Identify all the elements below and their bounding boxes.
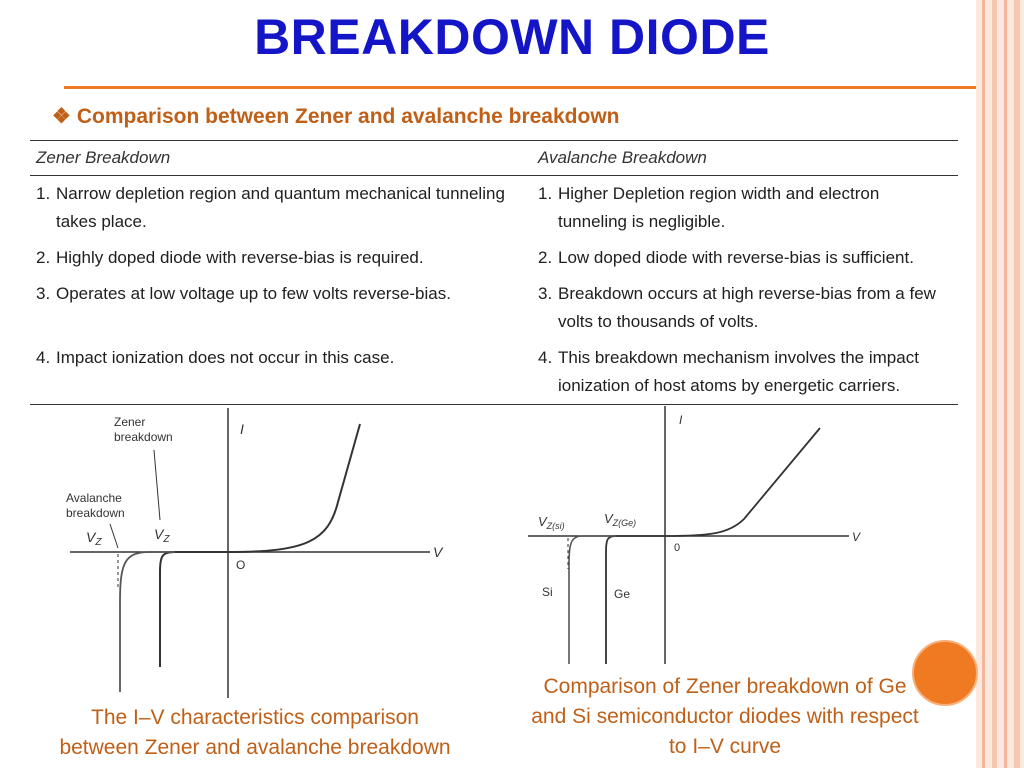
item-text: Narrow depletion region and quantum mechanical tunneling takes place.: [56, 184, 505, 231]
table-cell: [532, 340, 958, 405]
subtitle-text: Comparison between Zener and avalanche breakdown: [76, 105, 620, 128]
item-number: 3.: [36, 284, 51, 303]
header-avalanche: Avalanche Breakdown: [532, 141, 958, 176]
label-origin: 0: [674, 542, 681, 554]
label-vz-avalanche: $V_Z$: [86, 529, 102, 548]
label-zener: Zener: [114, 415, 146, 429]
table-row: [30, 340, 958, 405]
label-i: I: [679, 413, 683, 427]
zener-curve: [160, 552, 228, 667]
forward-curve: [665, 428, 820, 536]
caption-left-line: between Zener and avalanche breakdown: [59, 736, 451, 759]
slide-title: BREAKDOWN DIODE: [254, 9, 770, 65]
item-text: Impact ionization does not occur in this case.: [56, 348, 395, 367]
caption-right: [470, 672, 980, 762]
comparison-table: [30, 140, 958, 405]
label-vz-zener: $V_Z$: [154, 526, 170, 545]
item-number: 4.: [36, 348, 51, 367]
diamond-bullet-icon: ❖: [52, 105, 71, 128]
label-vz-si: $V_{Z(si)}$: [538, 514, 565, 531]
label-v: V: [852, 530, 861, 544]
item-number: 2.: [538, 248, 553, 267]
item-text: Breakdown occurs at high reverse-bias from a few volts to thousands of volts.: [558, 284, 936, 331]
table-cell: [30, 340, 532, 405]
item-text: This breakdown mechanism involves the impact ionization of host atoms by energetic carriers.: [558, 348, 919, 395]
forward-curve: [228, 424, 360, 552]
table-cell: [30, 176, 532, 241]
zener-avalanche-iv-figure: [50, 402, 470, 702]
si-curve: [569, 536, 616, 664]
label-zener-2: breakdown: [114, 430, 173, 444]
title-underline: [64, 86, 976, 89]
ge-si-iv-figure: [524, 404, 874, 669]
caption-right-line: to I–V curve: [668, 735, 782, 758]
table-row: [30, 176, 958, 241]
item-number: 1.: [36, 184, 51, 203]
avalanche-pointer-line: [110, 524, 118, 548]
label-v: V: [433, 544, 443, 560]
label-avalanche-2: breakdown: [66, 506, 125, 520]
label-origin: O: [236, 558, 246, 572]
item-number: 3.: [538, 284, 553, 303]
table-cell: [532, 176, 958, 241]
table-header-row: [30, 141, 958, 176]
label-i: I: [240, 421, 244, 437]
item-text: Highly doped diode with reverse-bias is required.: [56, 248, 424, 267]
label-vz-ge: $V_{Z(Ge)}$: [604, 511, 637, 528]
caption-right-line: Comparison of Zener breakdown of Ge: [543, 675, 907, 698]
avalanche-curve: [120, 552, 175, 692]
table-cell: [30, 276, 532, 340]
slide-subtitle: [52, 104, 619, 129]
label-si: Si: [542, 585, 553, 599]
item-text: Low doped diode with reverse-bias is sufficient.: [558, 248, 914, 267]
label-avalanche: Avalanche: [66, 491, 122, 505]
decorative-side-stripes: [976, 0, 1024, 768]
item-number: 4.: [538, 348, 553, 367]
header-zener: Zener Breakdown: [30, 141, 532, 176]
table-cell: [30, 240, 532, 276]
caption-left: [0, 703, 510, 763]
label-ge: Ge: [614, 587, 631, 601]
caption-left-line: The I–V characteristics comparison: [91, 706, 419, 729]
zener-pointer-line: [154, 450, 160, 520]
table-row: [30, 276, 958, 340]
item-text: Higher Depletion region width and electron tunneling is negligible.: [558, 184, 880, 231]
table-cell: [532, 240, 958, 276]
caption-right-line: and Si semiconductor diodes with respect: [531, 705, 919, 728]
table-row: [30, 240, 958, 276]
item-number: 1.: [538, 184, 553, 203]
item-number: 2.: [36, 248, 51, 267]
item-text: Operates at low voltage up to few volts reverse-bias.: [56, 284, 451, 303]
table-cell: [532, 276, 958, 340]
